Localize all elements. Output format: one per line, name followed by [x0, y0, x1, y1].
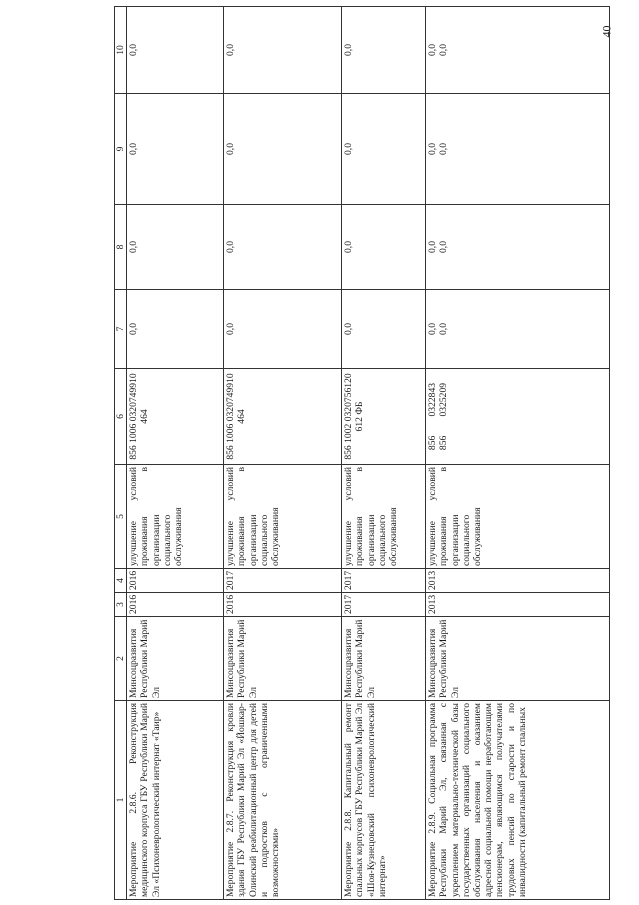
start-year-cell: 2013: [426, 593, 610, 617]
value-cell: 0,0: [127, 290, 224, 369]
column-header: 5: [115, 465, 127, 569]
column-header: 9: [115, 94, 127, 205]
value-cell: 0,0 0,0: [426, 94, 610, 205]
value-cell: 0,0: [342, 205, 426, 290]
value-cell: 0,0: [342, 94, 426, 205]
budget-code: 856 1002 0320756120: [343, 373, 355, 460]
value-cell: 0,0: [224, 94, 342, 205]
column-header: 1: [115, 701, 127, 900]
budget-code: 856 1006 0320749910: [128, 373, 140, 460]
measure-name-cell: Мероприятие 2.8.7. Реконструкция кровли здания ГБУ Республики Марий Эл «Йошкар-Олинский реабилитационный центр для детей и подростков с ограниченными возможностями»: [224, 701, 342, 900]
value-cell: 0,0: [224, 290, 342, 369]
value-cell: 0,0: [342, 7, 426, 94]
column-header: 4: [115, 569, 127, 593]
measure-name-cell: Мероприятие 2.8.8. Капитальный ремонт спальных корпусов ГБУ Республики Марий Эл «Шоя-Кузнецовский психоневрологический интернат»: [342, 701, 426, 900]
budget-measures-table: [114, 6, 610, 900]
table-row: [426, 7, 610, 900]
table-row: [127, 7, 224, 900]
expected-result-cell: улучшение условий проживания в организации социального обслуживания: [342, 465, 426, 569]
column-header: 8: [115, 205, 127, 290]
value-cell: 0,0: [342, 290, 426, 369]
value-cell: 0,0 0,0: [426, 7, 610, 94]
value-cell: 0,0: [127, 7, 224, 94]
end-year-cell: 2017: [342, 569, 426, 593]
expected-result-cell: улучшение условий проживания в организации социального обслуживания: [127, 465, 224, 569]
column-header: 7: [115, 290, 127, 369]
start-year-cell: 2016: [127, 593, 224, 617]
value-cell: 0,0: [224, 7, 342, 94]
budget-code: 856 0325209: [438, 382, 450, 451]
budget-code-suffix: 464: [139, 409, 151, 424]
column-header: 6: [115, 369, 127, 465]
budget-code-cell: [426, 369, 610, 465]
executor-cell: Минсоцразвития Республики Марий Эл: [342, 617, 426, 701]
column-header: 10: [115, 7, 127, 94]
page-number: 40: [599, 25, 614, 37]
executor-cell: Минсоцразвития Республики Марий Эл: [426, 617, 610, 701]
expected-result-cell: улучшение условий проживания в организации социального обслуживания: [224, 465, 342, 569]
column-header: 2: [115, 617, 127, 701]
expected-result-cell: улучшение условий проживания в организации социального обслуживания: [426, 465, 610, 569]
rotated-table-page: [114, 7, 620, 900]
column-header: 3: [115, 593, 127, 617]
start-year-cell: 2016: [224, 593, 342, 617]
value-cell: 0,0 0,0: [426, 205, 610, 290]
end-year-cell: 2013: [426, 569, 610, 593]
measure-name-cell: Мероприятие 2.8.6. Реконструкция медицинского корпуса ГБУ Республики Марий Эл «Психоневрологический интернат «Таир»: [127, 701, 224, 900]
budget-code-cell: [342, 369, 426, 465]
executor-cell: Минсоцразвития Республики Марий Эл: [127, 617, 224, 701]
start-year-cell: 2017: [342, 593, 426, 617]
value-cell: 0,0: [224, 205, 342, 290]
budget-code: 856 0322843: [427, 382, 439, 451]
executor-cell: Минсоцразвития Республики Марий Эл: [224, 617, 342, 701]
value-cell: 0,0: [127, 94, 224, 205]
measure-name-cell: Мероприятие 2.8.9. Социальная программа Республики Марий Эл, связанная с укреплением материально-технической базы государственных организаций социального обслуживания населения и оказанием адресной социальной помощи неработающим пенсионерам, являющимся получателями трудовых пенсий по старости и по инвалидности (капитальный ремонт спальных: [426, 701, 610, 900]
table-row: [224, 7, 342, 900]
budget-code-cell: [127, 369, 224, 465]
column-number-row: [115, 7, 127, 900]
budget-code-suffix: 464: [236, 409, 248, 424]
budget-code: 856 1006 0320749910: [225, 373, 237, 460]
end-year-cell: 2016: [127, 569, 224, 593]
budget-code-cell: [224, 369, 342, 465]
budget-code-suffix: 612 ФБ: [354, 401, 366, 432]
value-cell: 0,0 0,0: [426, 290, 610, 369]
table-row: [342, 7, 426, 900]
end-year-cell: 2017: [224, 569, 342, 593]
value-cell: 0,0: [127, 205, 224, 290]
